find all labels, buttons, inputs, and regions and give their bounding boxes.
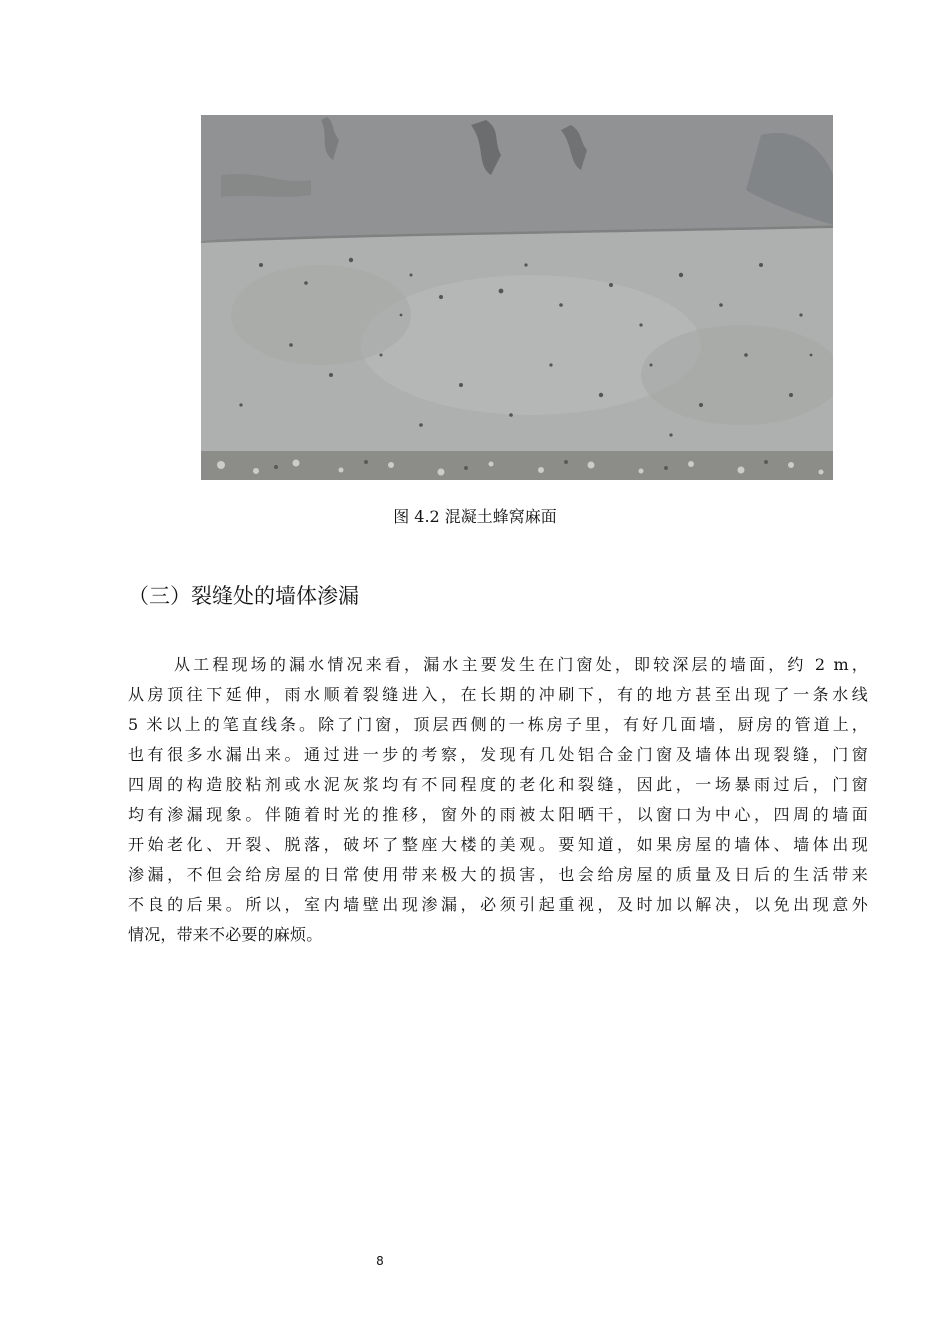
- paragraph-line: 不良的后果。所以，室内墙壁出现渗漏，必须引起重视，及时加以解决，以免出现意外: [128, 895, 868, 914]
- paragraph-line: 5 米以上的笔直线条。除了门窗，顶层西侧的一栋房子里，有好几面墙，厨房的管道上，: [128, 715, 868, 734]
- paragraph-line: 从房顶往下延伸，雨水顺着裂缝进入，在长期的冲刷下，有的地方甚至出现了一条水线: [128, 685, 868, 704]
- page-number: 8: [376, 1254, 384, 1268]
- paragraph-line: 也有很多水漏出来。通过进一步的考察，发现有几处铝合金门窗及墙体出现裂缝，门窗: [128, 745, 868, 764]
- paragraph-line: 情况，带来不必要的麻烦。: [128, 925, 323, 944]
- paragraph-line: 渗漏，不但会给房屋的日常使用带来极大的损害，也会给房屋的质量及日后的生活带来: [128, 865, 868, 884]
- paragraph-line: 开始老化、开裂、脱落，破坏了整座大楼的美观。要知道，如果房屋的墙体、墙体出现: [128, 835, 868, 854]
- concrete-honeycomb-photo: [201, 115, 833, 480]
- paragraph-line: 四周的构造胶粘剂或水泥灰浆均有不同程度的老化和裂缝，因此，一场暴雨过后，门窗: [128, 775, 868, 794]
- body-paragraph: [128, 650, 868, 950]
- paragraph-line: 从工程现场的漏水情况来看，漏水主要发生在门窗处，即较深层的墙面，约 2 m，: [174, 655, 868, 674]
- figure-caption: 图 4.2 混凝土蜂窝麻面: [393, 507, 557, 526]
- paragraph-line: 均有渗漏现象。伴随着时光的推移，窗外的雨被太阳晒干，以窗口为中心，四周的墙面: [128, 805, 868, 824]
- section-heading: （三）裂缝处的墙体渗漏: [128, 584, 359, 608]
